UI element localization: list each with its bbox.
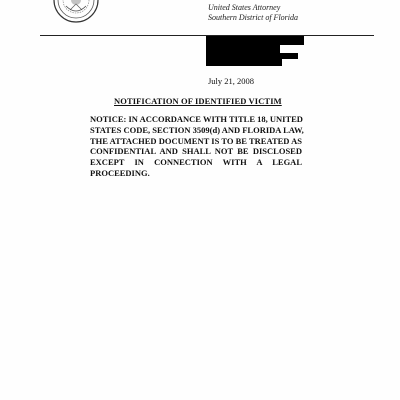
notice-heading: NOTIFICATION OF IDENTIFIED VICTIM: [114, 96, 282, 106]
letterhead-office: [208, 3, 298, 22]
redaction-block-4: [206, 59, 282, 66]
confidentiality-notice: [90, 114, 302, 179]
notice-line: THE ATTACHED DOCUMENT IS TO BE TREATED AS: [90, 135, 302, 146]
doj-seal-icon: [52, 0, 100, 24]
redaction-block-1: [206, 36, 304, 45]
letter-date: July 21, 2008: [208, 76, 255, 86]
office-title: United States Attorney: [208, 3, 281, 12]
notice-line: STATES CODE, SECTION 3509(d) AND FLORIDA LAW,: [90, 124, 304, 135]
notice-line: EXCEPT IN CONNECTION WITH A LEGAL: [90, 157, 302, 168]
office-district: Southern District of Florida: [208, 12, 298, 22]
notice-line: NOTICE: IN ACCORDANCE WITH TITLE 18, UNITED: [90, 114, 303, 124]
notice-line: PROCEEDING.: [90, 167, 150, 178]
redaction-block-2: [206, 45, 280, 53]
notice-line: CONFIDENTIAL AND SHALL NOT BE DISCLOSED: [90, 146, 302, 157]
